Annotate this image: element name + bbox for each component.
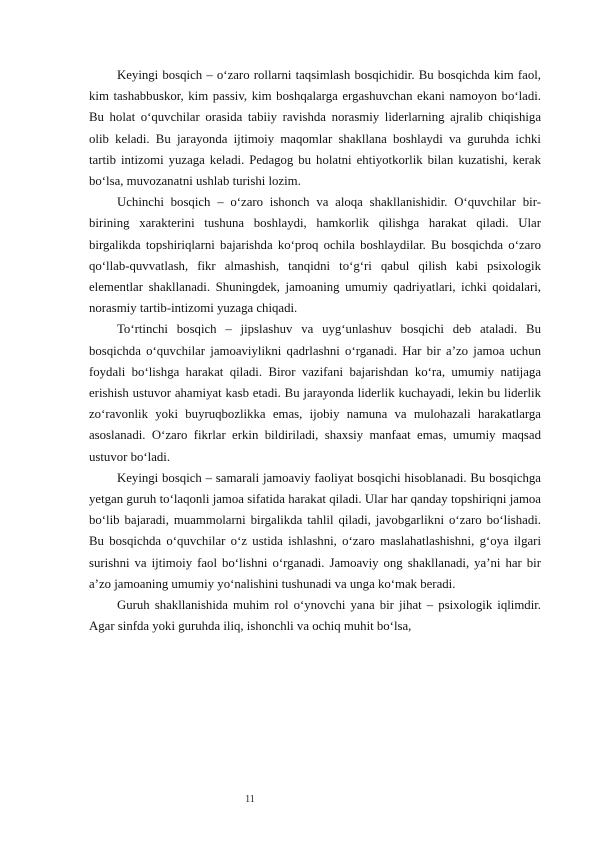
paragraph-trust-communication: Uchinchi bosqich – o‘zaro ishonch va aloqa shakllanishidir. O‘quvchilar bir-birining xarakterini tushuna boshlaydi, hamkorlik qilishga harakat qiladi. Ular birgalikda topshiriqlarni bajarishda ko‘proq ochila boshlaydilar. Bu bosqichda o‘zaro qo‘llab-quvvatlash, fikr almashish, tanqidni to‘g‘ri qabul qilish kabi psixologik elementlar shakllanadi. Shuningdek, jamoaning umumiy qadriyatlari, ichki qoidalari, norasmiy tartib-intizomi yuzaga chiqadi. bbox=[89, 195, 541, 316]
body-text bbox=[89, 65, 541, 637]
paragraph-effective-teamwork: Keyingi bosqich – samarali jamoaviy faoliyat bosqichi hisoblanadi. Bu bosqichga yetgan guruh to‘laqonli jamoa sifatida harakat qiladi. Ular har qanday topshiriqni jamoa bo‘lib bajaradi, muammolarni birgalikda tahlil qiladi, javobgarlikni o‘zaro bo‘lishadi. Bu bosqichda o‘quvchilar o‘z ustida ishlashni, o‘zaro maslahatlashishni, g‘oya ilgari surishni va ijtimoiy faol bo‘lishni o‘rganadi. Jamoaviy ong shakllanadi, ya’ni har bir a’zo jamoaning umumiy yo‘nalishini tushunadi va unga ko‘mak beradi. bbox=[89, 470, 541, 591]
paragraph-roles-distribution: Keyingi bosqich – o‘zaro rollarni taqsimlash bosqichidir. Bu bosqichda kim faol, kim tashabbuskor, kim passiv, kim boshqalarga ergashuvchan ekani namoyon bo‘ladi. Bu holat o‘quvchilar orasida tabiiy ravishda norasmiy liderlarning ajralib chiqishiga olib keladi. Bu jarayonda ijtimoiy maqomlar shakllana boshlaydi va guruhda ichki tartib intizomi yuzaga keladi. Pedagog bu holatni ehtiyotkorlik bilan kuzatishi, kerak bo‘lsa, muvozanatni ushlab turishi lozim. bbox=[89, 68, 541, 189]
page-number: 11 bbox=[245, 794, 255, 805]
paragraph-cohesion-stage: To‘rtinchi bosqich – jipslashuv va uyg‘unlashuv bosqichi deb ataladi. Bu bosqichda o‘quvchilar jamoaviylikni qadrlashni o‘rganadi. Har bir a’zo jamoa uchun foydali bo‘lishga harakat qiladi. Biror vazifani bajarishdan ko‘ra, umumiy natijaga erishish ustuvor ahamiyat kasb etadi. Bu jarayonda liderlik kuchayadi, lekin bu liderlik zo‘ravonlik yoki buyruqbozlikka emas, ijobiy namuna va mulohazali harakatlarga asoslanadi. O‘zaro fikrlar erkin bildiriladi, shaxsiy manfaat emas, umumiy maqsad ustuvor bo‘ladi. bbox=[89, 322, 541, 464]
paragraph-psychological-climate: Guruh shakllanishida muhim rol o‘ynovchi yana bir jihat – psixologik iqlimdir. Agar sinfda yoki guruhda iliq, ishonchli va ochiq muhit bo‘lsa, bbox=[89, 598, 541, 634]
